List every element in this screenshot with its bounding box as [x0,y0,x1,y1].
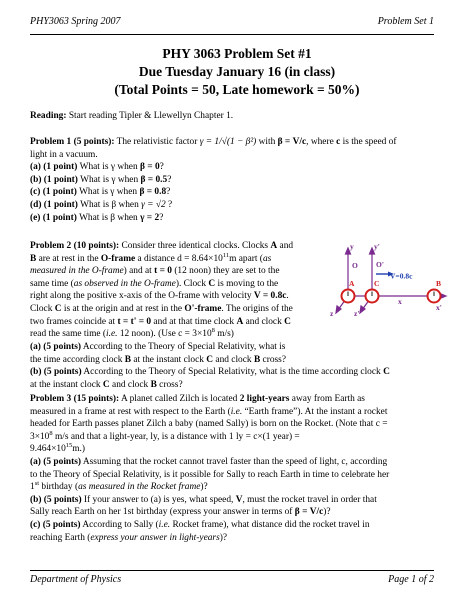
p2-line: (a) (5 points) According to the Theory of Special Relativity, what is [30,342,286,352]
page-footer [30,574,434,588]
label-x: x [398,297,402,306]
p1-part-c-text: What is γ when [79,187,140,198]
problem-2 [30,240,326,341]
p1-part-a-end: ? [159,162,164,173]
label-clock-b: B [436,279,442,288]
p3-line: Problem 3 (15 points): A planet called Zilch is located 2 light-years away from Earth as [30,394,365,404]
p1-part-d-cond: γ = √2 [141,199,166,210]
footer-department: Department of Physics [30,574,122,585]
p2-line: read the same time (i.e. 12 noon). (Use $c = 3\times 10^8$ m/s) [30,327,234,340]
p1-part-a-tag: (a) (1 point) [30,162,78,173]
p1-part-e-end: ? [159,212,164,223]
label-clock-a: A [349,279,355,288]
p1-part [30,174,436,187]
p1-intro [30,136,436,149]
p1-part-c-cond: β = 0.8 [139,187,167,198]
p1-part-e-text: What is β when [79,212,141,223]
p2-line: at the instant clock C and clock B cross? [30,379,183,390]
p1-part-c-tag: (c) (1 point) [30,187,77,198]
beta-definition: β = V/c [277,137,307,147]
p2-line: the time according clock B at the instant clock C and clock B cross? [30,354,286,365]
p2-line: two frames coincide at t = t' = 0 and at that time clock A and clock C [30,316,291,327]
p1-part-b-cond: β = 0.5 [140,174,168,185]
p1-part-b-tag: (b) (1 point) [30,174,78,185]
p3-line: (b) (5 points) If your answer to (a) is yes, what speed, V, must the rocket travel in order that [30,494,377,505]
label-z-prime: z' [354,309,360,318]
p3-line: $9.464\times 10^{15}m$.) [30,442,86,455]
p3-line: reaching Earth (express your answer in light-years)? [30,532,228,543]
p3-line: headed for Earth passes planet Zilch a baby (named Sally) is born on the Rocket. (Note that c = [30,419,388,430]
label-O-prime: O' [376,260,384,269]
p2-line: same time (as observed in the O-frame). Clock C is moving to the [30,278,279,289]
problem-3 [30,393,436,544]
p1-part-d-tag: (d) (1 point) [30,199,78,210]
p3-line: $3\times 10^8$ m/s and that a light-year, ly, is a distance with 1 ly = c×(1 year) = [30,429,300,442]
p2-line: measured in the O-frame) and at t = 0 (12 noon) they are set to the [30,266,280,277]
p1-intro-b: with [256,137,278,147]
p1-part [30,212,436,225]
p1-intro-a: The relativistic factor [114,137,200,147]
footer-rule [30,570,434,571]
p1-part-b-text: What is γ when [80,174,141,185]
reading-label: Reading: [30,111,67,121]
p3-line: 1st birthday (as measured in the Rocket frame)? [30,480,208,493]
p2-line: (b) (5 points) According to the Theory of Special Relativity, what is the time according clock C [30,367,390,378]
footer-page-number: Page 1 of 2 [388,574,434,585]
label-O: O [352,261,358,270]
problem-1 [30,136,436,224]
label-x-prime: x' [436,303,442,312]
p1-intro-c: , where [306,137,337,147]
p1-part-d-end: ? [165,199,173,210]
p1-part [30,161,436,174]
p1-heading: Problem 1 (5 points): [30,137,115,147]
p1-part-d-text: What is β when [80,199,142,210]
p1-part [30,186,436,199]
problem-2-questions [30,341,436,391]
gamma-formula: γ = 1/√(1 − β²) [199,137,257,147]
c-letter: c [336,137,341,147]
p1-part-c-end: ? [166,187,171,198]
p3-line: Sally reach Earth on her 1st birthday (express your answer in terms of β = V/c)? [30,507,331,518]
page-header [30,16,434,32]
p3-line: (c) (5 points) According to Sally (i.e. Rocket frame), what distance did the rocket travel in [30,519,370,530]
p2-line: Problem 2 (10 points): Consider three identical clocks. Clocks A and [30,241,294,251]
p1-intro-d: is the speed of [340,137,397,147]
reading-line [30,110,436,123]
p1-intro-line-2: light in a vacuum. [30,149,98,160]
title-line-1: PHY 3063 Problem Set #1 [162,46,312,61]
title-line-3: (Total Points = 50, Late homework = 50%) [114,82,360,97]
header-course: PHY3063 Spring 2007 [30,16,121,27]
title-block [0,45,474,99]
label-z: z [330,309,334,318]
p2-line: Clock C is at the origin and at rest in the O'-frame. The origins of the [30,303,293,314]
frames-diagram [330,240,448,330]
p1-part-e-tag: (e) (1 point) [30,212,77,223]
p1-part-a-cond: β = 0 [139,162,160,173]
label-velocity: V=0.8c [390,271,413,281]
clock-hands [348,292,434,297]
reading-text: Start reading Tipler & Llewellyn Chapter 1. [66,111,234,121]
p3-line: (a) (5 points) Assuming that the rocket cannot travel faster than the speed of light, c, according [30,456,388,467]
p2-line: B are at rest in the O-frame a distance $d = 8.64\times 10^{11}m$ apart (as [30,251,272,264]
p3-line: measured in a frame at rest with respect to the Earth (i.e. “Earth frame”). At the instant a rocket [30,406,388,417]
p1-part-e-cond: γ = 2 [140,212,160,223]
header-set: Problem Set 1 [377,16,434,27]
p1-part-a-text: What is γ when [79,162,140,173]
p1-part [30,199,436,212]
label-y: y [350,242,354,251]
p1-part-b-end: ? [167,174,172,185]
label-clock-c: C [374,279,380,288]
p2-line: right along the positive x-axis of the O-frame with velocity V = 0.8c. [30,291,289,302]
title-line-2: Due Tuesday January 16 (in class) [138,64,336,79]
p3-line: to the Theory of Special Relativity, is it possible for Sally to reach Earth in time to celebrate her [30,469,390,480]
label-y-prime: y' [374,242,380,251]
header-rule [30,34,434,35]
